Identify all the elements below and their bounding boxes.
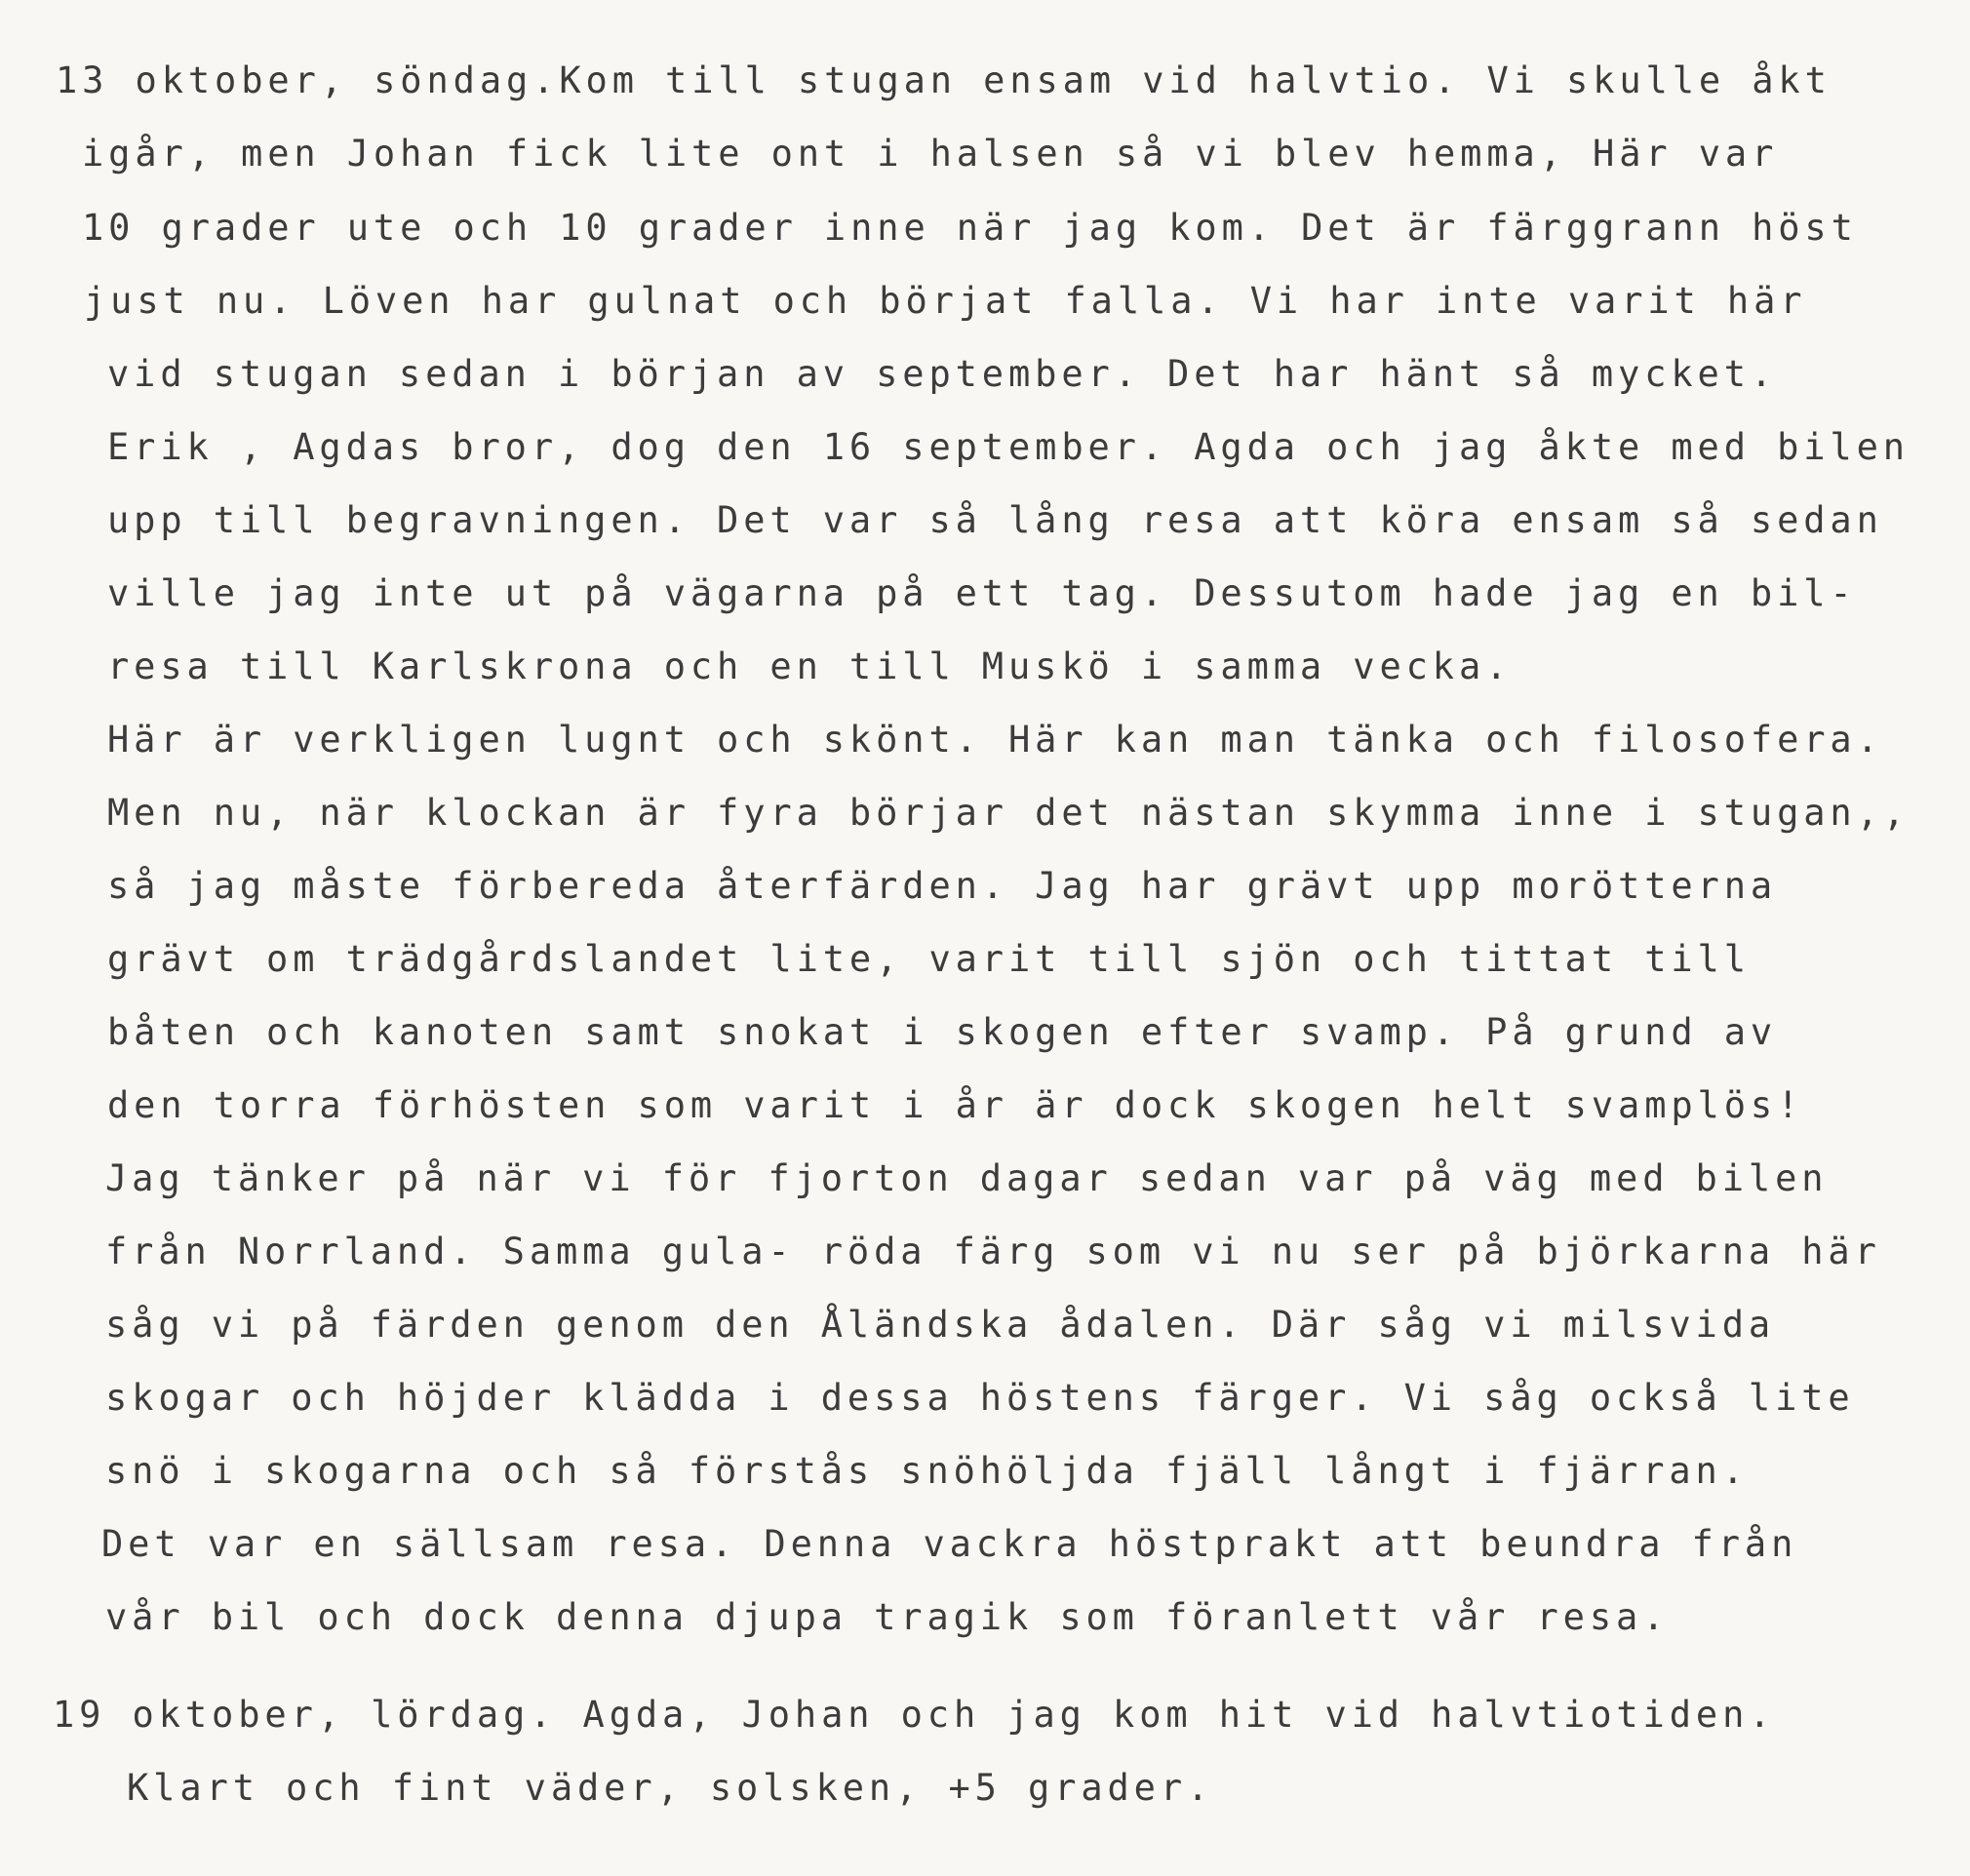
text-line: 13 oktober, söndag.Kom till stugan ensam vid halvtio. Vi skulle åkt <box>56 59 1832 101</box>
text-line: såg vi på färden genom den Åländska ådalen. Där såg vi milsvida <box>105 1304 1776 1346</box>
text-line: så jag måste förbereda återfärden. Jag har grävt upp morötterna <box>107 865 1778 907</box>
text-line: Klart och fint väder, solsken, +5 grader. <box>127 1767 1214 1809</box>
text-line: den torra förhösten som varit i år är dock skogen helt svamplös! <box>107 1084 1804 1126</box>
text-line: vår bil och dock denna djupa tragik som föranlett vår resa. <box>105 1596 1670 1638</box>
text-line: båten och kanoten samt snokat i skogen efter svamp. På grund av <box>107 1011 1778 1053</box>
text-line: Det var en sällsam resa. Denna vackra höstprakt att beundra från <box>101 1523 1798 1565</box>
text-line: skogar och höjder klädda i dessa höstens färger. Vi såg också lite <box>105 1377 1855 1419</box>
text-line: ville jag inte ut på vägarna på ett tag. Dessutom hade jag en bil- <box>107 572 1857 614</box>
text-line: snö i skogarna och så förstås snöhöljda fjäll långt i fjärran. <box>105 1450 1749 1492</box>
text-line: upp till begravningen. Det var så lång resa att köra ensam så sedan <box>107 499 1883 541</box>
text-line: resa till Karlskrona och en till Muskö i samma vecka. <box>107 645 1513 687</box>
text-line: 19 oktober, lördag. Agda, Johan och jag kom hit vid halvtiotiden. <box>53 1694 1776 1736</box>
text-line: från Norrland. Samma gula- röda färg som vi nu ser på björkarna här <box>105 1231 1881 1272</box>
text-line: 10 grader ute och 10 grader inne när jag kom. Det är färggrann höst <box>82 207 1858 249</box>
text-line: Här är verkligen lugnt och skönt. Här kan man tänka och filosofera. <box>107 719 1883 761</box>
text-line: vid stugan sedan i början av september. Det har hänt så mycket. <box>107 353 1778 395</box>
text-line: Jag tänker på när vi för fjorton dagar sedan var på väg med bilen <box>105 1157 1829 1199</box>
text-line: just nu. Löven har gulnat och börjat falla. Vi har inte varit här <box>84 280 1807 322</box>
text-line: Erik , Agdas bror, dog den 16 september. Agda och jag åkte med bilen <box>107 426 1910 468</box>
text-line: igår, men Johan fick lite ont i halsen så vi blev hemma, Här var <box>82 133 1779 175</box>
text-line: grävt om trädgårdslandet lite, varit till sjön och tittat till <box>107 938 1751 980</box>
text-line: Men nu, när klockan är fyra börjar det nästan skymma inne i stugan,, <box>107 792 1910 834</box>
